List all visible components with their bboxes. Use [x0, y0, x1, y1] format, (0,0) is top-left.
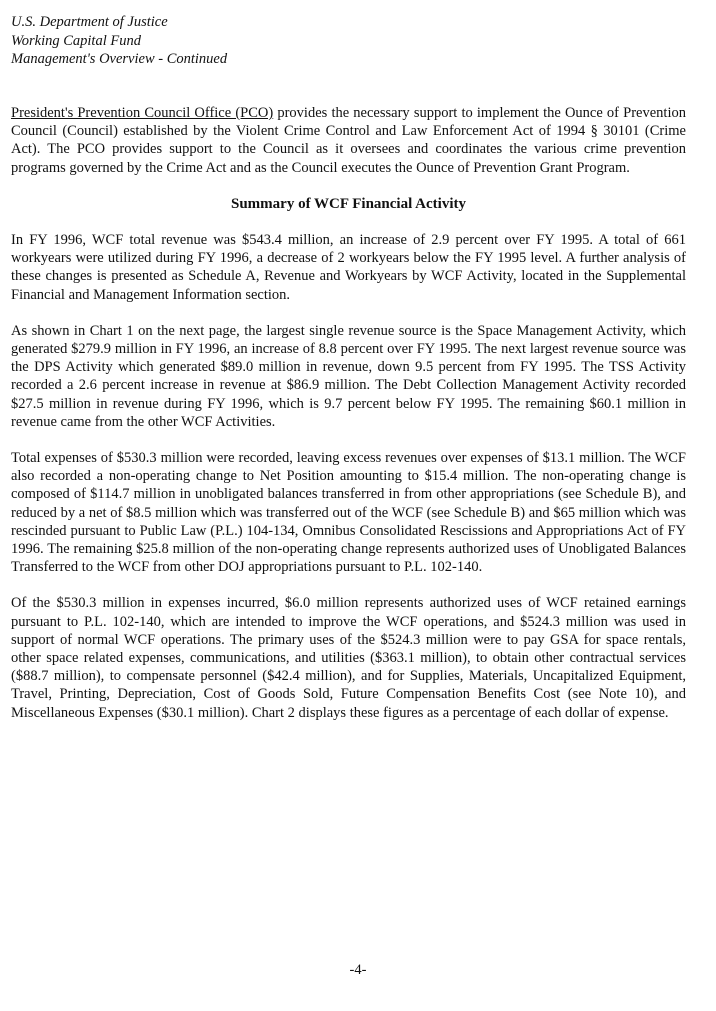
intro-paragraph	[11, 104, 686, 177]
revenue-sources-paragraph: As shown in Chart 1 on the next page, the largest single revenue source is the Space Management Activity, which generated $279.9 million in FY 1996, an increase of 8.8 percent over FY 1995. The next largest revenue source was the DPS Activity which generated $89.0 million in revenue, down 9.5 percent from FY 1995. The TSS Activity recorded a 2.6 percent increase in revenue at $86.9 million. The Debt Collection Management Activity recorded $27.5 million in revenue during FY 1996, which is 9.7 percent below FY 1995. The remaining $60.1 million in revenue came from the other WCF Activities.	[11, 322, 686, 430]
page-number: -4-	[349, 962, 367, 978]
header-fund: Working Capital Fund	[11, 32, 141, 49]
document-body	[11, 104, 686, 722]
intro-text: provides the necessary support to implement the Ounce of Prevention Council (Council) established by the Violent Crime Control and Law Enforcement Act of 1994 § 30101 (Crime Act). The PCO provides support to the Council as it oversees and coordinates the various crime prevention programs governed by the Crime Act and as the Council executes the Ounce of Prevention Grant Program.	[11, 105, 686, 176]
revenue-paragraph: In FY 1996, WCF total revenue was $543.4 million, an increase of 2.9 percent over FY 1995. A total of 661 workyears were utilized during FY 1996, a decrease of 2 workyears below the FY 1995 level. A further analysis of these changes is presented as Schedule A, Revenue and Workyears by WCF Activity, located in the Supplemental Financial and Management Information section.	[11, 232, 686, 303]
intro-lead-term: President's Prevention Council Office (PCO)	[11, 105, 274, 121]
header-section: Management's Overview - Continued	[11, 51, 228, 67]
section-title: Summary of WCF Financial Activity	[231, 195, 466, 212]
header-department: U.S. Department of Justice	[11, 14, 168, 30]
document-header	[11, 13, 227, 69]
expenses-paragraph: Total expenses of $530.3 million were recorded, leaving excess revenues over expenses of $13.1 million. The WCF also recorded a non-operating change to Net Position amounting to $15.4 million. The non-operating change is composed of $114.7 million in unobligated balances transferred in from other appropriations (see Schedule B), and reduced by a net of $8.5 million which was transferred out of the WCF (see Schedule B) and $65 million which was rescinded pursuant to Public Law (P.L.) 104-134, Omnibus Consolidated Rescissions and Appropriations Act of FY 1996. The remaining $25.8 million of the non-operating change represents authorized uses of Unobligated Balances Transferred to the WCF from other DOJ appropriations pursuant to P.L. 102-140.	[11, 450, 686, 576]
expense-uses-paragraph: Of the $530.3 million in expenses incurred, $6.0 million represents authorized uses of WCF retained earnings pursuant to P.L. 102-140, which are intended to improve the WCF operations, and $524.3 million was used in support of normal WCF operations. The primary uses of the $524.3 million were to pay GSA for space rentals, other space related expenses, communications, and utilities ($363.1 million), to obtain other contractual services ($88.7 million), to compensate personnel ($42.4 million), and for Supplies, Materials, Uncapitalized Equipment, Travel, Printing, Depreciation, Cost of Goods Sold, Future Compensation Benefits Cost (see Note 10), and Miscellaneous Expenses ($30.1 million). Chart 2 displays these figures as a percentage of each dollar of expense.	[11, 595, 686, 721]
